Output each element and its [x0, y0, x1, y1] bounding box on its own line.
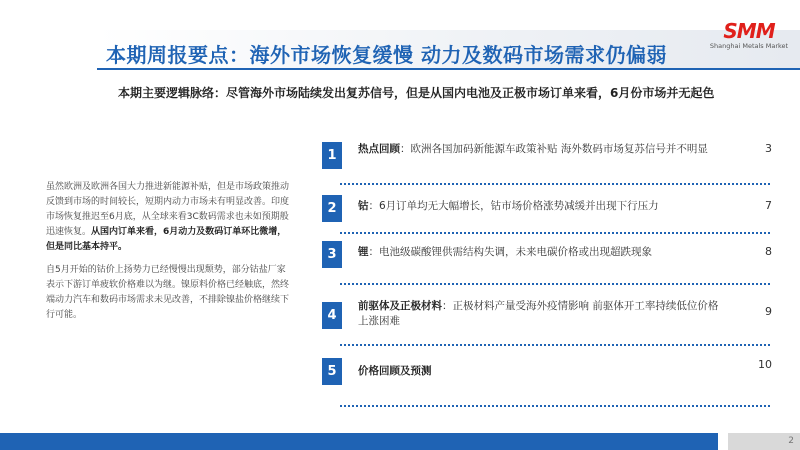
toc-item-title: 前驱体及正极材料	[358, 300, 442, 312]
toc-item-text	[358, 245, 728, 260]
toc-divider	[340, 232, 770, 234]
summary-p1-bold: 从国内订单来看，6月动力及数码订单环比微增，但是同比基本持平。	[46, 227, 287, 252]
toc-item-title: 钴	[358, 200, 369, 212]
toc-item-title: 热点回顾	[358, 143, 400, 155]
summary-subtitle: 本期主要逻辑脉络：尽管海外市场陆续发出复苏信号，但是从国内电池及正极市场订单来看，6月份市场并无起色	[118, 86, 715, 100]
toc-item-text	[358, 299, 728, 329]
toc-item-title: 锂	[358, 246, 369, 258]
toc-number: 1	[322, 142, 342, 169]
logo-subtitle: Shanghai Metals Market	[709, 42, 789, 50]
summary-p1-plain: 虽然欧洲及欧洲各国大力推进新能源补贴，但是市场政策推动反馈到市场的时间较长，短期内动力市场未有明显改善。印度市场恢复推迟至6月底，从全球来看3C数码需求也未如预期般迅速恢复。	[46, 182, 290, 237]
toc-divider	[340, 405, 770, 407]
toc-item-text	[358, 364, 728, 379]
toc-number: 4	[322, 302, 342, 329]
toc-page-number: 8	[765, 245, 772, 258]
toc-page-number: 7	[765, 199, 772, 212]
toc-divider	[340, 283, 770, 285]
toc-item-desc: ：正极材料产量受海外疫情影响 前驱体开工率持续低位价格上涨困难	[358, 300, 719, 327]
toc-number: 3	[322, 241, 342, 268]
toc-item-desc: ：电池级碳酸锂供需结构失调，未来电碳价格或出现超跌现象	[368, 246, 652, 258]
toc-divider	[340, 183, 770, 185]
title-divider	[97, 68, 800, 70]
summary-paragraph-2: 自5月开始的钴价上扬势力已经慢慢出现颓势，部分钴盐厂家表示下游订单疲软价格难以为继。镍原料价格已经触底，然终端动力汽车和数码市场需求未见改善，不排除镍盐价格继续下行可能。	[46, 265, 290, 320]
toc-page-number: 10	[758, 358, 772, 371]
summary-text	[46, 180, 294, 331]
footer-page-number: 2	[788, 436, 794, 446]
page-title: 本期周报要点：海外市场恢复缓慢 动力及数码市场需求仍偏弱	[106, 43, 667, 67]
logo-mark: SMM	[723, 19, 775, 43]
toc-page-number: 9	[765, 305, 772, 318]
toc-item-desc: ：欧洲各国加码新能源车政策补贴 海外数码市场复苏信号并不明显	[400, 143, 708, 155]
toc-item-title: 价格回顾及预测	[358, 365, 432, 377]
toc-divider	[340, 344, 770, 346]
toc-item-text	[358, 199, 728, 214]
toc-number: 2	[322, 195, 342, 222]
toc-number: 5	[322, 358, 342, 385]
smm-logo	[703, 20, 795, 51]
toc-page-number: 3	[765, 142, 772, 155]
summary-paragraph-1	[46, 180, 294, 255]
toc-item-desc: ：6月订单均无大幅增长，钴市场价格涨势减缓并出现下行压力	[368, 200, 659, 212]
footer-bar	[0, 433, 718, 450]
toc-item-text	[358, 142, 728, 157]
